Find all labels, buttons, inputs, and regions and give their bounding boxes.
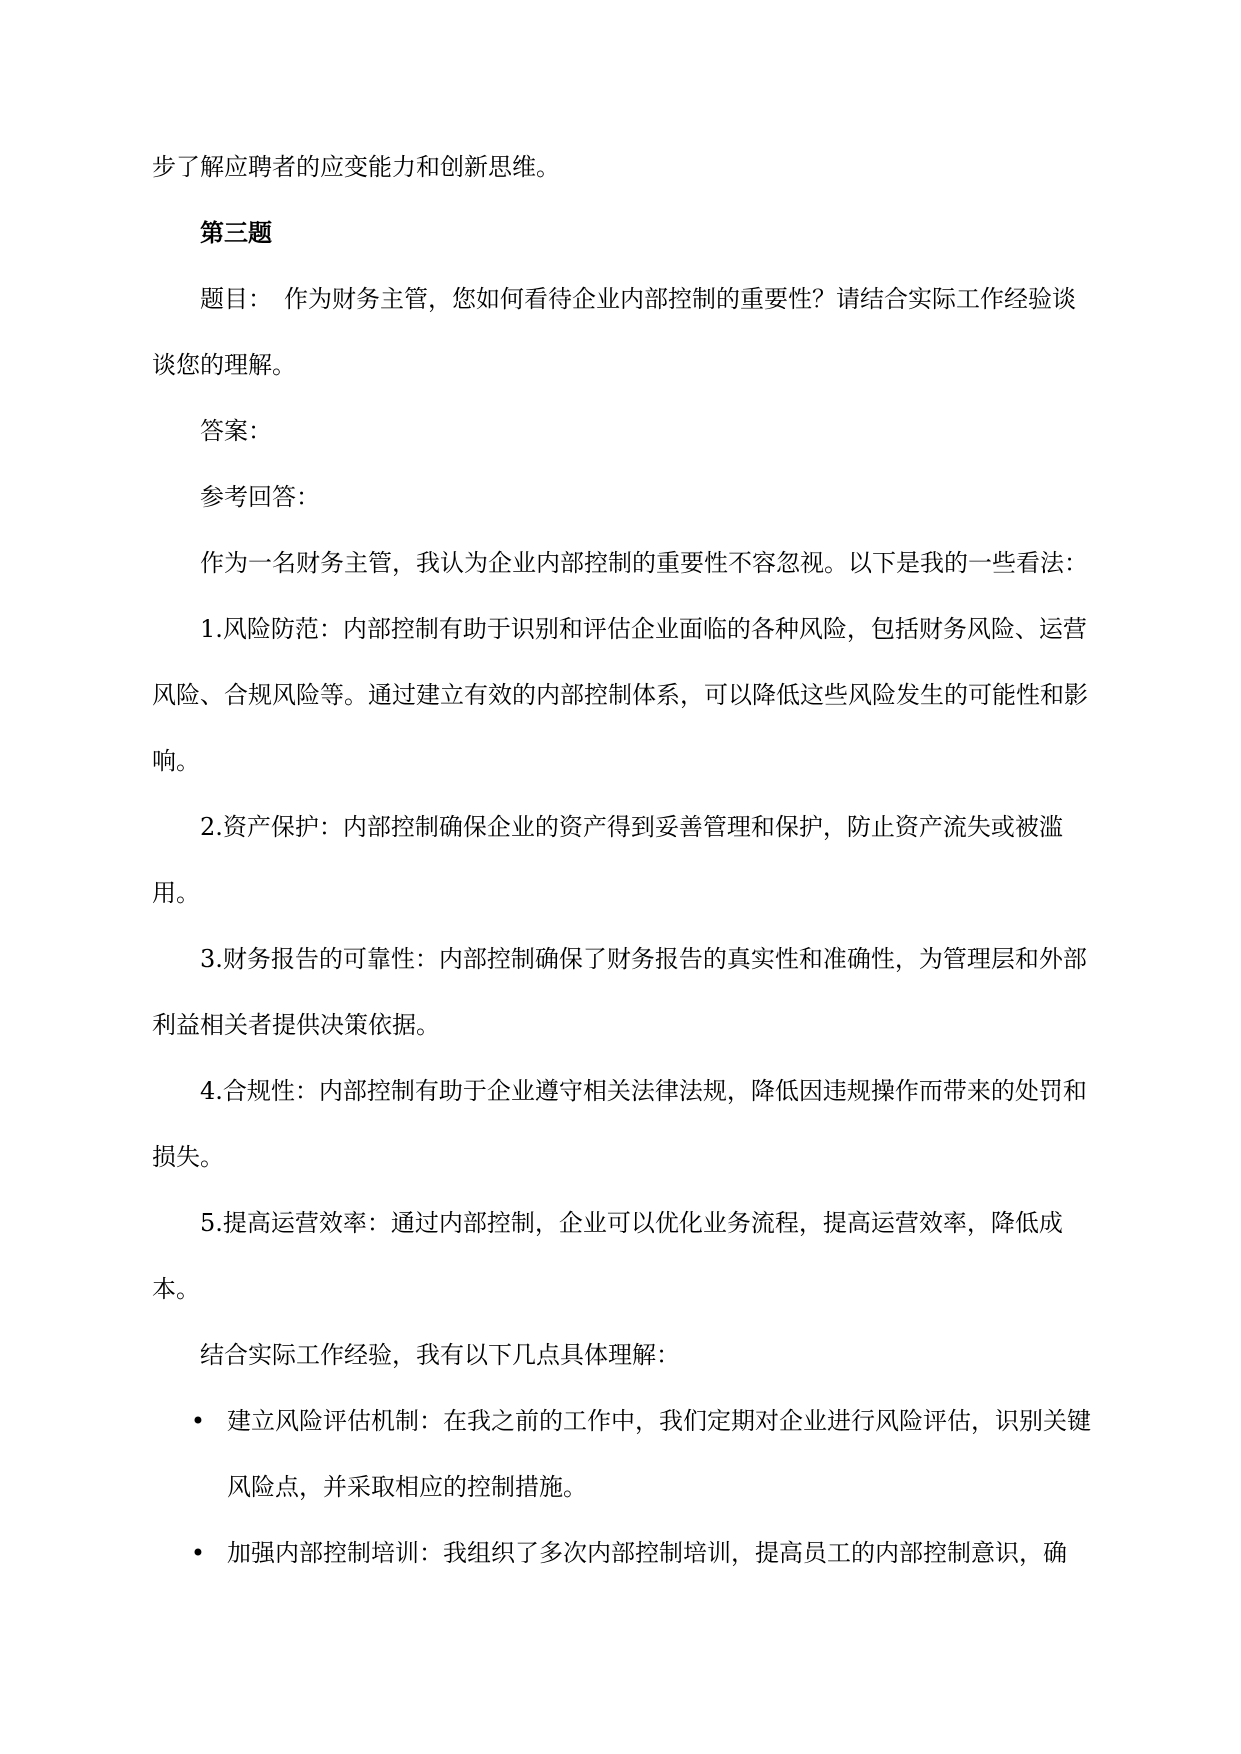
bullet-icon: • — [190, 1539, 206, 1567]
point-paragraph: 4.合规性：内部控制有助于企业遵守相关法律法规，降低因违规操作而带来的处罚和损失。 — [152, 1077, 1087, 1171]
point-paragraph: 3.财务报告的可靠性：内部控制确保了财务报告的真实性和准确性，为管理层和外部利益相关者提供决策依据。 — [152, 945, 1087, 1039]
list-item — [152, 1388, 1094, 1520]
point-paragraph: 1.风险防范：内部控制有助于识别和评估企业面临的各种风险，包括财务风险、运营风险、合规风险等。通过建立有效的内部控制体系，可以降低这些风险发生的可能性和影响。 — [152, 615, 1088, 775]
bullet-icon: • — [190, 1407, 206, 1435]
question-paragraph: 题目： 作为财务主管，您如何看待企业内部控制的重要性？请结合实际工作经验谈谈您的理解。 — [152, 285, 1076, 379]
continuation-paragraph: 步了解应聘者的应变能力和创新思维。 — [152, 153, 560, 181]
list-item-text: 加强内部控制培训：我组织了多次内部控制培训，提高员工的内部控制意识，确 — [227, 1539, 1067, 1567]
list-item — [152, 1520, 1094, 1586]
list-item-text: 建立风险评估机制：在我之前的工作中，我们定期对企业进行风险评估，识别关键风险点，并采取相应的控制措施。 — [227, 1407, 1091, 1501]
section-title: 第三题 — [200, 218, 272, 247]
document-body — [152, 134, 1094, 1586]
intro-paragraph: 作为一名财务主管，我认为企业内部控制的重要性不容忽视。以下是我的一些看法： — [200, 549, 1088, 577]
answer-label: 答案： — [200, 417, 272, 445]
experience-intro: 结合实际工作经验，我有以下几点具体理解： — [200, 1341, 680, 1369]
reference-label: 参考回答： — [200, 483, 320, 511]
point-paragraph: 5.提高运营效率：通过内部控制，企业可以优化业务流程，提高运营效率，降低成本。 — [152, 1209, 1063, 1303]
bullet-list — [152, 1388, 1094, 1586]
point-paragraph: 2.资产保护：内部控制确保企业的资产得到妥善管理和保护，防止资产流失或被滥用。 — [152, 813, 1063, 907]
